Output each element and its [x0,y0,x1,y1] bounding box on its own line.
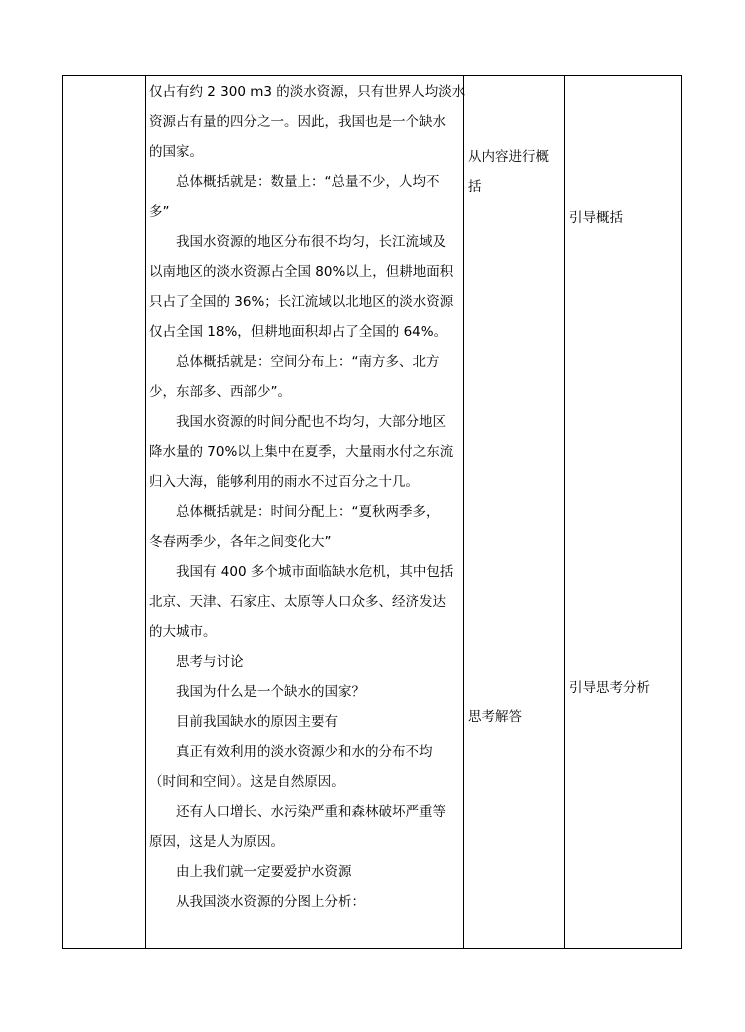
column-divider [564,76,565,948]
content-line: 以南地区的淡水资源占全国 80%以上，但耕地面积 [149,264,454,280]
content-line: 我国为什么是一个缺水的国家？ [176,684,365,700]
content-line: 我国水资源的时间分配也不均匀，大部分地区 [176,414,446,430]
content-line: 资源占有量的四分之一。因此，我国也是一个缺水 [149,114,446,130]
content-line: 由上我们就一定要爱护水资源 [176,864,352,880]
content-line: （时间和空间）。这是自然原因。 [149,774,345,790]
content-line: 归入大海，能够利用的雨水不过百分之十几。 [149,474,419,490]
content-line: 我国水资源的地区分布很不均匀，长江流域及 [176,234,446,250]
content-line: 北京、天津、石家庄、太原等人口众多、经济发达 [149,594,446,610]
content-line: 总体概括就是：数量上：“总量不少，人均不 [176,174,440,190]
content-line: 的国家。 [149,144,203,160]
content-line: 目前我国缺水的原因主要有 [176,714,338,730]
content-line: 我国有 400 多个城市面临缺水危机，其中包括 [176,564,454,580]
content-line: 仅占全国 18%，但耕地面积却占了全国的 64%。 [149,324,448,340]
column-divider [145,76,146,948]
content-line: 仅占有约 2 300 m3 的淡水资源，只有世界人均淡水 [149,84,466,100]
content-line: 从我国淡水资源的分图上分析： [176,894,365,910]
student-activity-answer: 思考解答 [468,709,522,725]
content-line: 总体概括就是：空间分布上：“南方多、北方 [176,354,440,370]
content-line: 少，东部多、西部少”。 [149,384,291,400]
content-line: 原因，这是人为原因。 [149,834,284,850]
content-line: 思考与讨论 [176,654,244,670]
content-line: 的大城市。 [149,624,217,640]
content-line: 只占了全国的 36%；长江流域以北地区的淡水资源 [149,294,454,310]
design-intent-summarize: 引导概括 [569,210,623,226]
content-line: 冬春两季少，各年之间变化大” [149,534,332,550]
content-line: 总体概括就是：时间分配上：“夏秋两季多， [176,504,440,520]
content-line: 多” [149,204,170,220]
student-activity-summarize [468,142,549,202]
teaching-content-cell [149,76,466,917]
design-intent-analyze: 引导思考分析 [569,680,650,696]
student-activity-line: 括 [468,179,482,195]
content-line: 还有人口增长、水污染严重和森林破坏严重等 [176,804,446,820]
content-line: 真正有效利用的淡水资源少和水的分布不均 [176,744,433,760]
content-line: 降水量的 70%以上集中在夏季，大量雨水付之东流 [149,444,454,460]
student-activity-line: 从内容进行概 [468,149,549,165]
lesson-table [62,75,682,949]
column-divider [463,76,464,948]
